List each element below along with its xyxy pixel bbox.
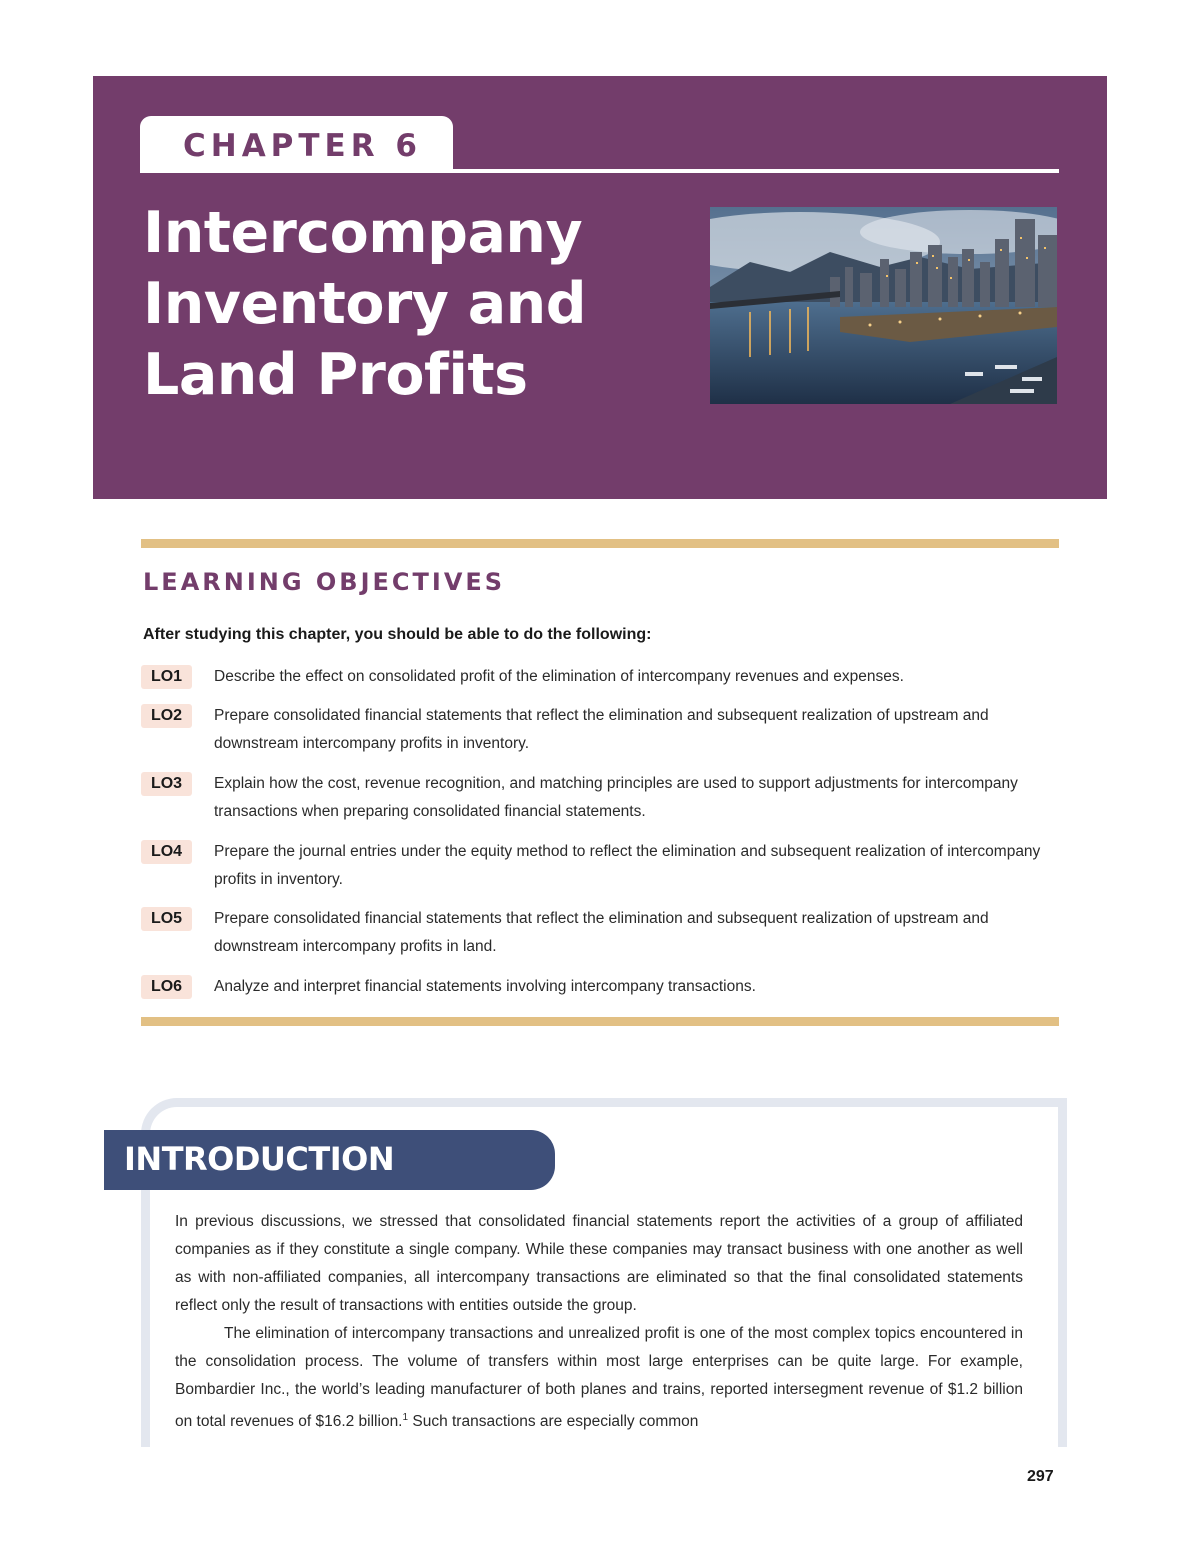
introduction-heading: INTRODUCTION <box>124 1140 395 1178</box>
learning-objective-badge: LO5 <box>141 907 192 931</box>
learning-objectives-top-rule <box>141 539 1059 548</box>
chapter-title-line-2: Inventory and <box>143 271 587 337</box>
footnote-marker: 1 <box>402 1412 409 1423</box>
chapter-title <box>143 198 663 411</box>
learning-objective-badge: LO1 <box>141 665 192 689</box>
learning-objective-text: Prepare consolidated financial statements that reflect the elimination and subsequent realization of upstream and downstream intercompany profits in inventory. <box>214 707 989 752</box>
learning-objective-badge: LO4 <box>141 840 192 864</box>
city-waterfront-photo <box>710 207 1057 404</box>
chapter-title-line-3: Land Profits <box>143 342 528 408</box>
learning-objective-text: Explain how the cost, revenue recognition, and matching principles are used to support adjustments for intercompany transactions when preparing consolidated financial statements. <box>214 775 1018 820</box>
introduction-paragraph-1: In previous discussions, we stressed that consolidated financial statements report the activities of a group of affiliated companies as if they constitute a single company. While these companies may transact business with one another as well as with non-affiliated companies, all intercompany transactions are eliminated so that the final consolidated statements reflect only the result of transactions with entities outside the group. <box>175 1213 1023 1314</box>
learning-objective-text: Describe the effect on consolidated profit of the elimination of intercompany revenues and expenses. <box>214 668 904 685</box>
learning-objective-text: Prepare the journal entries under the equity method to reflect the elimination and subsequent realization of intercompany profits in inventory. <box>214 843 1041 888</box>
learning-objective-badge: LO2 <box>141 704 192 728</box>
chapter-rule <box>140 169 1059 173</box>
learning-objective-text: Prepare consolidated financial statements that reflect the elimination and subsequent realization of upstream and downstream intercompany profits in land. <box>214 910 989 955</box>
page-number: 297 <box>1027 1468 1054 1485</box>
learning-objectives-bottom-rule <box>141 1017 1059 1026</box>
learning-objectives-intro: After studying this chapter, you should be able to do the following: <box>143 626 652 643</box>
chapter-title-line-1: Intercompany <box>143 200 583 266</box>
learning-objective-text: Analyze and interpret financial statements involving intercompany transactions. <box>214 978 756 995</box>
learning-objective-badge: LO3 <box>141 772 192 796</box>
introduction-paragraph-2 <box>175 1320 1023 1436</box>
learning-objectives-heading: LEARNING OBJECTIVES <box>143 568 506 596</box>
introduction-paragraph-2-text: The elimination of intercompany transactions and unrealized profit is one of the most complex topics encountered in the consolidation process. The volume of transfers within most large enterprises can be quite large. For example, Bombardier Inc., the world’s leading manufacturer of both planes and trains, reported intersegment revenue of $1.2 billion on total revenues of $16.2 billion. <box>175 1325 1023 1431</box>
chapter-label: CHAPTER 6 <box>183 128 422 164</box>
learning-objective-badge: LO6 <box>141 975 192 999</box>
introduction-body <box>175 1208 1023 1436</box>
introduction-paragraph-2-tail: Such transactions are especially common <box>408 1413 699 1431</box>
